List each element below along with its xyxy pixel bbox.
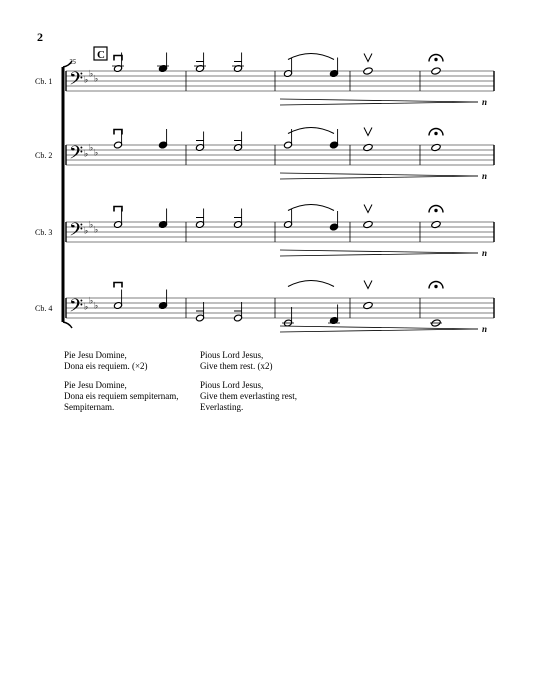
hairpin-bottom-2	[280, 176, 478, 179]
lyrics-latin	[64, 350, 178, 421]
staff-label-3: Cb. 3	[35, 228, 53, 237]
note-3-7	[363, 220, 373, 228]
dynamic-niente-1: n	[482, 97, 488, 107]
slur-4	[288, 281, 334, 287]
dynamic-niente-4: n	[482, 324, 488, 334]
fermata-dot-4	[435, 285, 437, 287]
staff-label-1: Cb. 1	[35, 77, 53, 86]
down-bow-4	[114, 283, 122, 288]
key-flat-3-1: ♭	[84, 225, 89, 236]
hairpin-top-4	[280, 326, 478, 329]
fermata-dot-2	[435, 132, 437, 134]
key-flat-2-1: ♭	[84, 148, 89, 159]
page-number: 2	[37, 30, 43, 44]
up-bow-4	[364, 281, 372, 289]
key-flat-4-1: ♭	[84, 301, 89, 312]
key-flat-3-3: ♭	[94, 224, 99, 235]
hairpin-bottom-3	[280, 253, 478, 256]
slur-2	[288, 128, 334, 134]
up-bow-2	[364, 128, 372, 136]
staff-label-4: Cb. 4	[35, 304, 53, 313]
hairpin-bottom-4	[280, 329, 478, 332]
note-2-7	[363, 143, 373, 151]
up-bow-1	[364, 54, 372, 62]
bass-clef-2: 𝄢	[69, 142, 84, 167]
lyrics-english-stanza-2: Pious Lord Jesus, Give them everlasting rest, Everlasting.	[200, 380, 297, 412]
down-bow-3	[114, 207, 122, 212]
down-bow-1	[114, 56, 122, 61]
measure-number: 25	[69, 58, 76, 66]
hairpin-top-1	[280, 99, 478, 102]
bass-clef-3: 𝄢	[69, 219, 84, 244]
note-2-8	[431, 143, 441, 151]
key-flat-2-2: ♭	[89, 142, 94, 153]
bracket-bottom-hook	[63, 322, 72, 328]
hairpin-top-2	[280, 173, 478, 176]
hairpin-top-3	[280, 250, 478, 253]
slur-3	[288, 205, 334, 211]
key-flat-1-3: ♭	[94, 73, 99, 84]
hairpin-bottom-1	[280, 102, 478, 105]
dynamic-niente-3: n	[482, 248, 488, 258]
lyrics-latin-stanza-1: Pie Jesu Domine, Dona eis requiem. (×2)	[64, 350, 148, 371]
note-1-7	[363, 67, 373, 75]
note-1-8	[431, 67, 441, 75]
key-flat-1-2: ♭	[89, 68, 94, 79]
key-flat-1-1: ♭	[84, 74, 89, 85]
key-flat-3-2: ♭	[89, 219, 94, 230]
bass-clef-1: 𝄢	[69, 68, 84, 93]
lyrics-english-stanza-1: Pious Lord Jesus, Give them rest. (x2)	[200, 350, 273, 371]
up-bow-3	[364, 205, 372, 213]
bass-clef-4: 𝄢	[69, 295, 84, 320]
staff-label-2: Cb. 2	[35, 151, 53, 160]
dynamic-niente-2: n	[482, 171, 488, 181]
key-flat-2-3: ♭	[94, 147, 99, 158]
fermata-dot-3	[435, 209, 437, 211]
down-bow-2	[114, 130, 122, 135]
lyrics-english	[200, 350, 297, 421]
key-flat-4-3: ♭	[94, 300, 99, 311]
fermata-dot-1	[435, 58, 437, 60]
key-flat-4-2: ♭	[89, 295, 94, 306]
rehearsal-mark: C	[97, 49, 105, 61]
note-4-7	[363, 301, 373, 309]
lyrics-latin-stanza-2: Pie Jesu Domine, Dona eis requiem sempiternam, Sempiternam.	[64, 380, 179, 412]
slur-1	[288, 54, 334, 60]
note-3-8	[431, 220, 441, 228]
